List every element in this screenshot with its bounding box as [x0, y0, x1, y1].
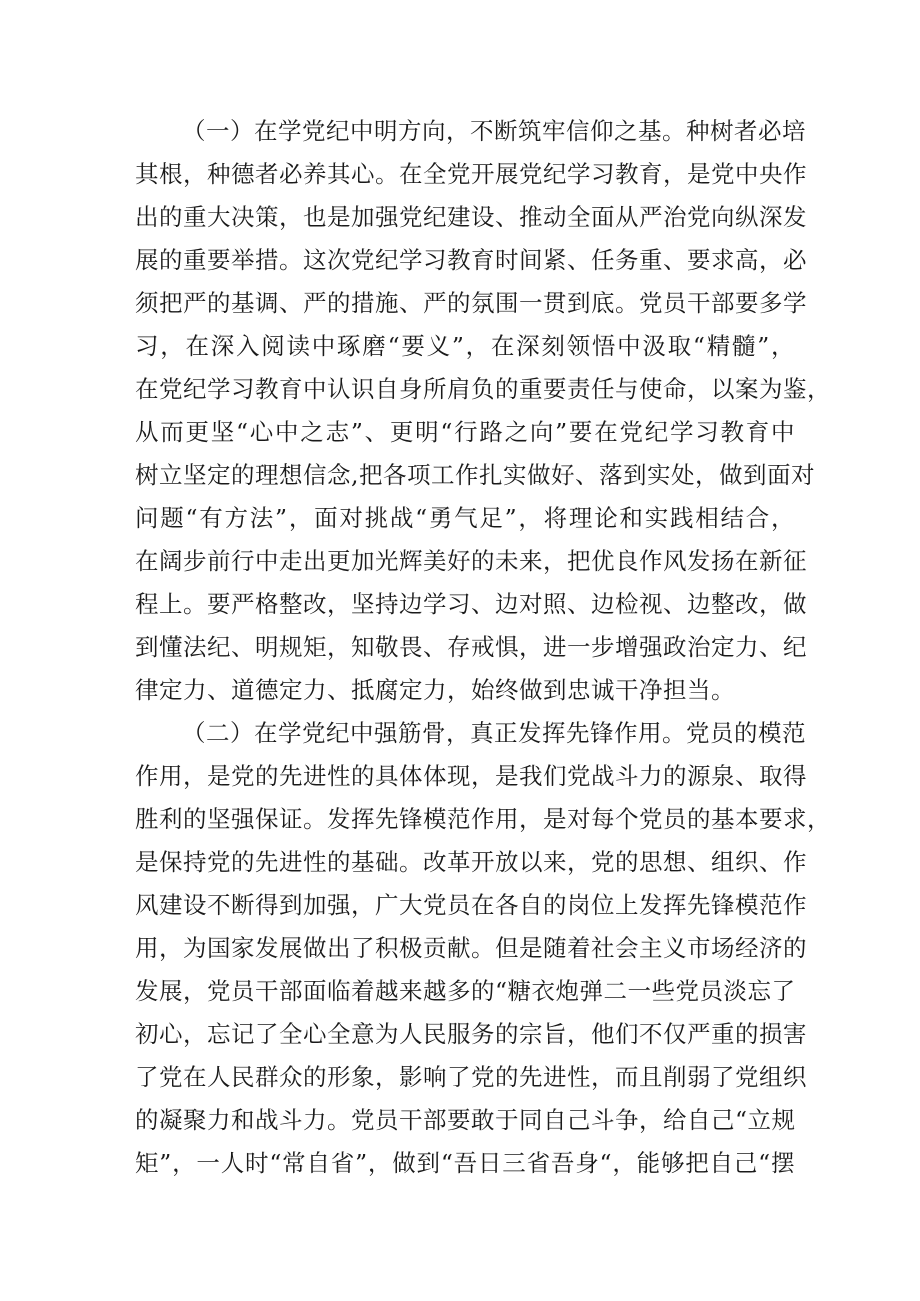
text-line: 矩”，一人时“常自省”，做到“吾日三省吾身“，能够把自己“摆: [135, 1149, 795, 1177]
text-line: 风建设不断得到加强，广大党员在各自的岗位上发挥先锋模范作: [135, 891, 807, 919]
text-line: 展的重要举措。这次党纪学习教育时间紧、任务重、要求高，必: [135, 246, 807, 274]
text-line: 从而更坚“心中之志”、更明“行路之向”要在党纪学习教育中: [135, 418, 795, 446]
text-line: 律定力、道德定力、抵腐定力，始终做到忠诚干净担当。: [135, 676, 735, 704]
text-line: 问题“有方法”，面对挑战“勇气足”，将理论和实践相结合，: [135, 504, 795, 532]
text-line: 习，在深入阅读中琢磨“要义”，在深刻领悟中汲取“精髓”，: [135, 332, 795, 360]
text-line: 胜利的坚强保证。发挥先锋模范作用，是对每个党员的基本要求，: [135, 805, 831, 833]
text-line: 出的重大决策，也是加强党纪建设、推动全面从严治党向纵深发: [135, 203, 807, 231]
text-line: 了党在人民群众的形象，影响了党的先进性，而且削弱了党组织: [135, 1063, 807, 1091]
text-line: 到懂法纪、明规矩，知敬畏、存戒惧，进一步增强政治定力、纪: [135, 633, 807, 661]
text-line: 的凝聚力和战斗力。党员干部要敢于同自己斗争，给自己“立规: [135, 1106, 796, 1134]
text-line: 程上。要严格整改，坚持边学习、边对照、边检视、边整改，做: [135, 590, 807, 618]
text-line: （二）在学党纪中强筋骨，真正发挥先锋作用。党员的模范: [182, 719, 806, 747]
text-line: 其根，种德者必养其心。在全党开展党纪学习教育，是党中央作: [135, 160, 807, 188]
text-line: 树立坚定的理想信念,把各项工作扎实做好、落到实处，做到面对: [135, 461, 815, 489]
text-line: 在党纪学习教育中认识自身所肩负的重要责任与使命，以案为鉴，: [135, 375, 831, 403]
text-line: 初心，忘记了全心全意为人民服务的宗旨，他们不仅严重的损害: [135, 1020, 807, 1048]
text-line: 用，为国家发展做出了积极贡献。但是随着社会主义市场经济的: [135, 934, 807, 962]
text-line: 作用，是党的先进性的具体体现，是我们党战斗力的源泉、取得: [135, 762, 807, 790]
text-line: 须把严的基调、严的措施、严的氛围一贯到底。党员干部要多学: [135, 289, 807, 317]
text-line: 发展，党员干部面临着越来越多的“糖衣炮弹二一些党员淡忘了: [135, 977, 796, 1005]
text-line: 在阔步前行中走出更加光辉美好的未来，把优良作风发扬在新征: [135, 547, 807, 575]
text-line: （一）在学党纪中明方向，不断筑牢信仰之基。种树者必培: [182, 117, 806, 145]
text-line: 是保持党的先进性的基础。改革开放以来，党的思想、组织、作: [135, 848, 807, 876]
